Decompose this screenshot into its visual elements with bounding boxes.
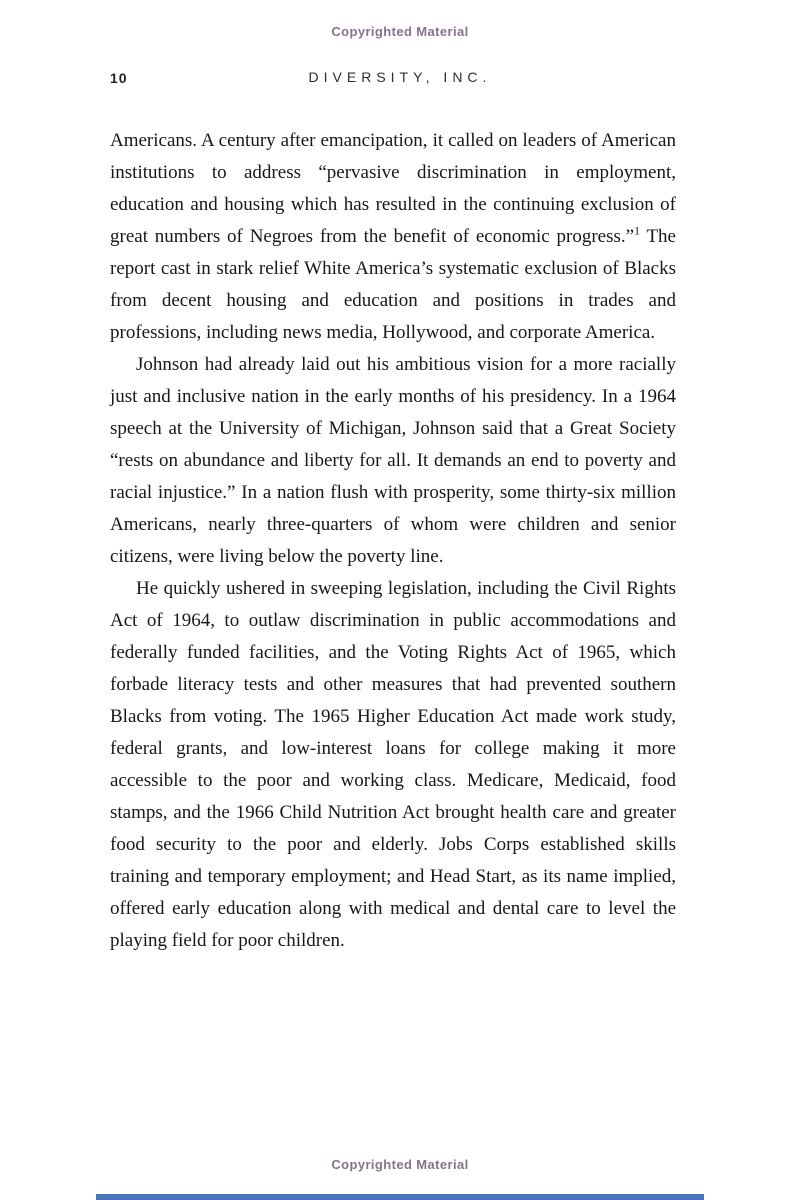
copyright-watermark-bottom: Copyrighted Material [331,1157,469,1172]
body-text [110,125,676,957]
paragraph-1-text-before-note: Americans. A century after emancipation, it called on leaders of American institutions to address “pervasive discrimination in employment, education and housing which has resulted in the continuing exclusion of great numbers of Negroes from the benefit of economic progress.” [110,130,676,247]
running-title: DIVERSITY, INC. [308,69,492,85]
paragraph-2: Johnson had already laid out his ambitious vision for a more racially just and inclusive nation in the early months of his presidency. In a 1964 speech at the University of Michigan, Johnson said that a Great Society “rests on abundance and liberty for all. It demands an end to poverty and racial injustice.” In a nation flush with prosperity, some thirty-six million Americans, nearly three-quarters of whom were children and senior citizens, were living below the poverty line. [110,354,676,567]
copyright-watermark-top: Copyrighted Material [331,24,469,39]
page-number: 10 [110,70,128,86]
page-header [0,69,800,89]
paragraph-3: He quickly ushered in sweeping legislation, including the Civil Rights Act of 1964, to outlaw discrimination in public accommodations and federally funded facilities, and the Voting Rights Act of 1965, which forbade literacy tests and other measures that had prevented southern Blacks from voting. The 1965 Higher Education Act made work study, federal grants, and low-interest loans for college making it more accessible to the poor and working class. Medicare, Medicaid, food stamps, and the 1966 Child Nutrition Act brought health care and greater food security to the poor and elderly. Jobs Corps established skills training and temporary employment; and Head Start, as its name implied, offered early education along with medical and dental care to level the playing field for poor children. [110,578,676,951]
paragraph-1-text-after-note: The report cast in stark relief White America’s systematic exclusion of Blacks from decent housing and education and positions in trades and professions, including news media, Hollywood, and corporate America. [110,226,676,343]
scan-edge-bar [96,1194,704,1200]
footnote-marker: 1 [634,224,640,238]
paragraph-1 [110,125,676,349]
